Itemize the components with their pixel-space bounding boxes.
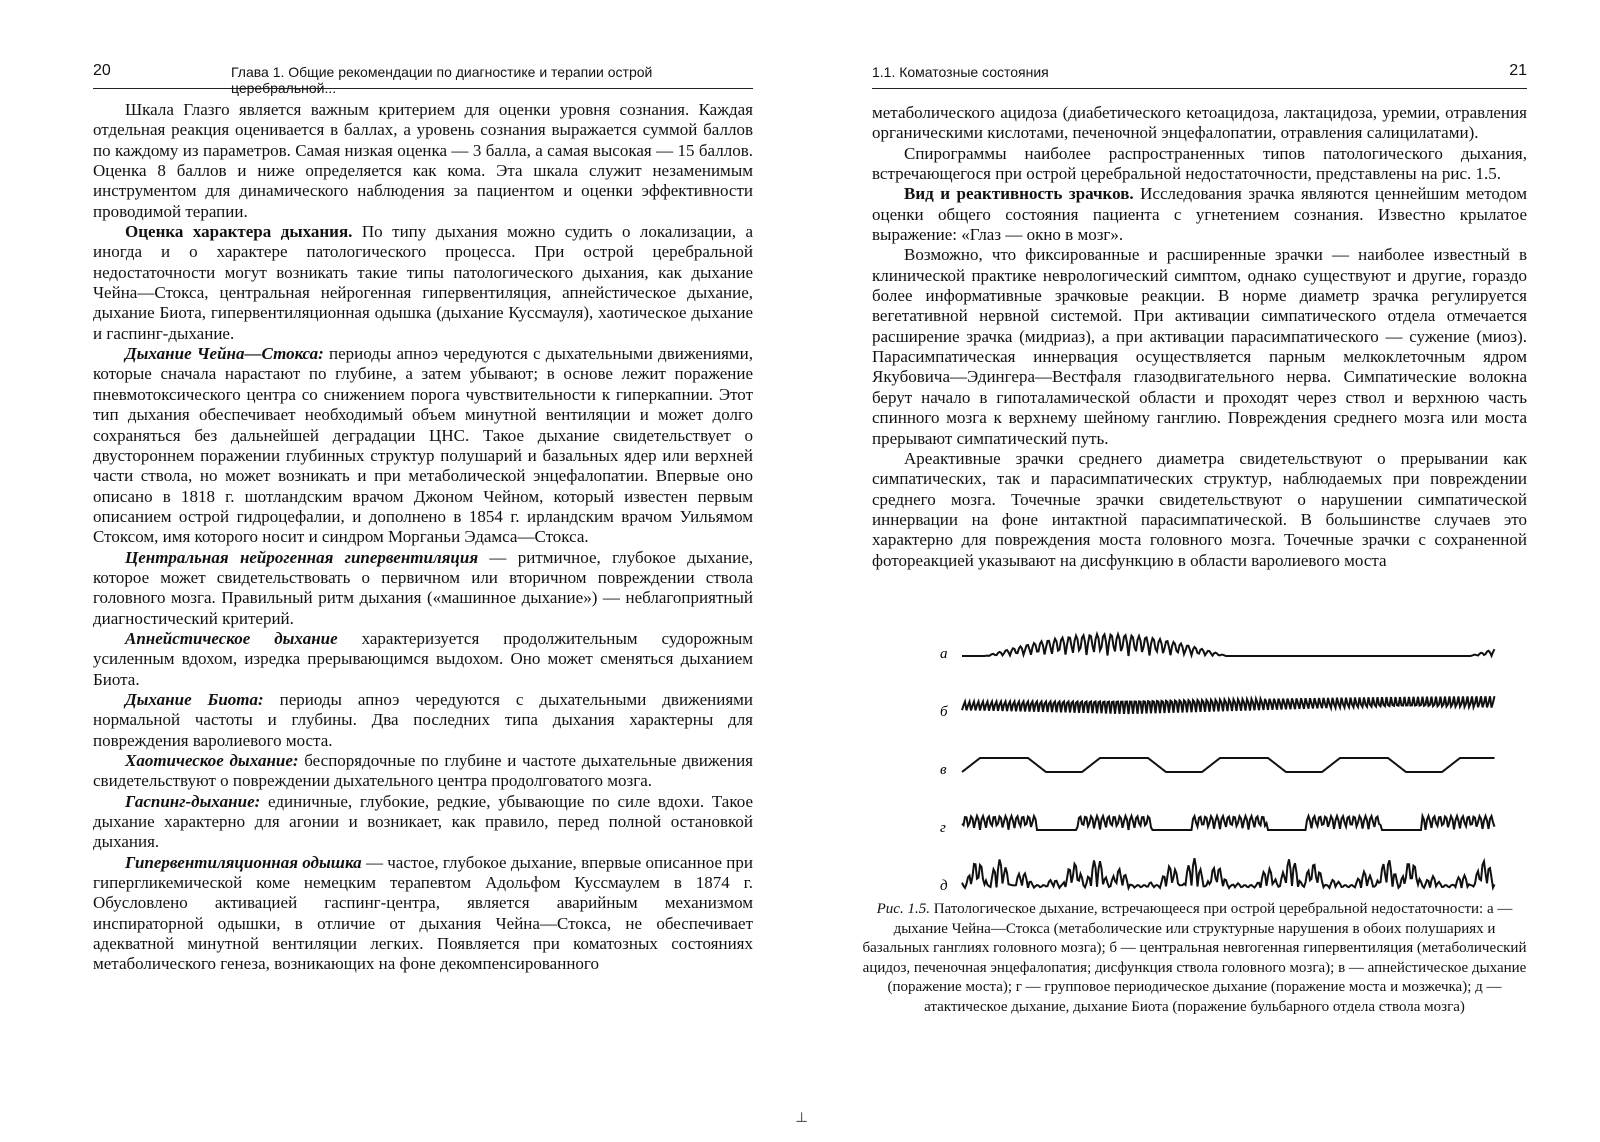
paragraph-text: периоды апноэ чередуются с дыхательными движениями, которые сначала нарастают по глубине, а затем убывают; в основе лежит поражение пневмотоксического центра со снижением порога чувствительности к гиперкапнии. Этот тип дыхания обеспечивает необходимый объем минутной вентиляции и может долго сохраняться без дальнейшей деградации ЦНС. Такое дыхание свидетельствует о двустороннем поражении глубинных структур полушарий и базальных ядер или верхней части ствола, но может возникать и при метаболической энцефалопатии. Впервые оно описано в 1818 г. шотландским врачом Джоном Чейном, который известен первым описанием острой гидроцефалии, и дополнено в 1854 г. ирландским врачом Уильямом Стоксом, имя которого носит и синдром Морганьи Эдамса—Стокса. xyxy=(93,344,754,547)
paragraph-text: единичные, глубокие, редкие, убывающие по силе вдохи. Такое дыхание характерно для агонии и возникает, как правило, перед полной остановкой дыхания. xyxy=(93,791,753,852)
paragraph xyxy=(872,245,1527,448)
paragraph-text: беспорядочные по глубине и частоте дыхательные движения свидетельствуют о повреждении дыхательного центра продолговатого мозга. xyxy=(93,751,753,791)
left-running-title: Глава 1. Общие рекомендации по диагностике и терапии острой церебральной... xyxy=(231,64,653,96)
paragraph xyxy=(872,144,1527,185)
paragraph xyxy=(93,792,753,853)
left-body-text xyxy=(93,100,753,975)
paragraph-text: — частое, глубокое дыхание, впервые описанное при гипергликемической коме немецким терапевтом Адольфом Куссмаулем в 1874 г. Обусловлено активацией гаспинг-центра, является аварийным механизмом инспираторной одышки, в отличие от дыхания Чейна—Стокса, не обеспечивает адекватной минутной вентиляции легких. Появляется при коматозных состояниях метаболического генеза, возникающих на фоне декомпенсированного xyxy=(93,852,753,974)
paragraph xyxy=(872,449,1527,571)
paragraph xyxy=(93,222,753,344)
paragraph-text: периоды апноэ чередуются с дыхательными движениями нормальной частоты и глубины. Два последних типа дыхания характерны для повреждения варолиевого моста. xyxy=(93,689,753,750)
paragraph-heading: Гипервентиляционная одышка xyxy=(125,852,362,872)
trace-label: а xyxy=(940,646,948,662)
paragraph xyxy=(93,548,753,629)
right-running-header xyxy=(872,60,1527,89)
trace-label: д xyxy=(940,878,948,894)
paragraph-heading: Вид и реактивность зрачков. xyxy=(904,184,1134,204)
paragraph xyxy=(872,184,1527,245)
paragraph-text: По типу дыхания можно судить о локализации, а иногда и о характере патологического процесса. При острой церебральной недостаточности могут возникать такие типы патологического дыхания, как дыхание Чейна—Стокса, центральная нейрогенная гипервентиляция, апнейстическое дыхание, дыхание Биота, гипервентиляционная одышка (дыхание Куссмауля), хаотическое дыхание и гаспинг-дыхание. xyxy=(93,222,753,343)
right-page-number: 21 xyxy=(1509,62,1527,79)
paragraph-heading: Оценка характера дыхания. xyxy=(125,222,353,242)
paragraph-heading: Гаспинг-дыхание: xyxy=(125,791,261,811)
paragraph-text: Шкала Глазго является важным критерием для оценки уровня сознания. Каждая отдельная реакция оценивается в баллах, а уровень сознания выражается суммой баллов по каждому из параметров. Самая низкая оценка — 3 балла, а самая высокая — 15 баллов. Оценка 8 баллов и ниже определяется как кома. Эта шкала служит незаменимым инструментом для динамического наблюдения за пациентом и оценки эффективности проводимой терапии. xyxy=(93,100,753,221)
spirogram-trace xyxy=(962,634,1495,656)
left-page-number: 20 xyxy=(93,62,111,79)
paragraph xyxy=(93,629,753,690)
spirogram-trace xyxy=(962,696,1495,714)
paragraph-text: Исследования зрачка являются ценнейшим методом оценки общего состояния пациента с угнетением сознания. Известно крылатое выражение: «Глаз — окно в мозг». xyxy=(872,184,1527,245)
paragraph-text: — ритмичное, глубокое дыхание, которое может свидетельствовать о первичном или вторичном повреждении ствола головного мозга. Правильный ритм дыхания («машинное дыхание») — неблагоприятный диагностический критерий. xyxy=(93,547,753,628)
left-running-header xyxy=(93,60,753,96)
caption-label: Рис. 1.5. xyxy=(876,901,930,917)
right-page xyxy=(800,0,1600,1142)
paragraph-heading: Хаотическое дыхание: xyxy=(125,751,299,770)
spirogram-trace xyxy=(962,816,1495,830)
paragraph xyxy=(872,103,1527,144)
trace-label: б xyxy=(940,704,948,720)
paragraph-text: метаболического ацидоза (диабетического кетоацидоза, лактацидоза, уремии, отравления органическими кислотами, печеночной энцефалопатии, отравления салицилатами). xyxy=(872,103,1527,143)
paragraph xyxy=(93,344,753,547)
right-running-title: 1.1. Коматозные состояния xyxy=(872,64,1049,80)
paragraph xyxy=(93,690,753,751)
paragraph-text: Ареактивные зрачки среднего диаметра свидетельствуют о прерывании как симпатических, так и парасимпатических структур, наблюдаемых при повреждении среднего мозга. Точечные зрачки свидетельствуют о нарушении симпатической иннервации на фоне интактной парасимпатической. В большинстве случаев это характерно для повреждения моста головного мозга. Точечные зрачки с сохраненной фотореакцией указывают на дисфункцию в области варолиевого моста xyxy=(872,448,1527,570)
paragraph xyxy=(93,100,753,222)
paragraph-text: Спирограммы наиболее распространенных типов патологического дыхания, встречающегося при острой церебральной недостаточности, представлены на рис. 1.5. xyxy=(872,143,1527,184)
paragraph xyxy=(93,853,753,975)
trace-label: в xyxy=(940,762,947,778)
paragraph-text: Возможно, что фиксированные и расширенные зрачки — наиболее известный в клинической практике неврологический симптом, однако существуют и другие, гораздо более информативные зрачковые реакции. В норме диаметр зрачка регулируется вегетативной нервной системой. При активации симпатического отдела отмечается расширение зрачка (мидриаз), а при активации парасимпатического — сужение (миоз). Парасимпатическая иннервация осуществляется парным мелкоклеточным ядром Якубовича—Эдингера—Вестфаля глазодвигательного нерва. Симпатические волокна берут начало в гипоталамической области и проходят через ствол и верхнюю часть спинного мозга к верхнему шейному ганглию. Повреждения среднего мозга или моста прерывают симпатический путь. xyxy=(872,245,1527,448)
spirogram-trace xyxy=(962,858,1495,888)
paragraph xyxy=(93,751,753,792)
figure-1-5 xyxy=(940,614,1500,894)
paragraph-heading: Апнейстическое дыхание xyxy=(125,628,338,648)
gutter-mark: ⊥ xyxy=(795,1111,809,1126)
caption-text: Патологическое дыхание, встречающееся при острой церебральной недостаточности: а — дыхание Чейна—Стокса (метаболические или структурные нарушения в обоих полушариях и базальных ганглиях головного мозга); б — центральная невrогенная гипервентиляция (метаболический ацидоз, печеночная энцефалопатия; дисфункция ствола головного мозга); в — апнейстическое дыхание (поражение моста); г — групповое периодическое дыхание (поражение моста и мозжечка); д — атактическое дыхание, дыхание Биота (поражение бульбарного отдела ствола мозга) xyxy=(862,901,1527,1015)
spirogram-figure xyxy=(940,614,1500,894)
figure-caption xyxy=(862,900,1527,1017)
spirogram-trace xyxy=(962,758,1495,772)
right-body-text xyxy=(872,103,1527,571)
paragraph-heading: Дыхание Чейна—Стокса: xyxy=(125,344,324,364)
paragraph-heading: Дыхание Биота: xyxy=(125,689,264,709)
paragraph-text: характеризуется продолжительным судорожным усиленным вдохом, изредка прерывающимся выдохом. Оно может сменяться дыханием Биота. xyxy=(93,628,753,689)
paragraph-heading: Центральная нейрогенная гипервентиляция xyxy=(125,547,479,567)
trace-label: г xyxy=(940,820,946,836)
